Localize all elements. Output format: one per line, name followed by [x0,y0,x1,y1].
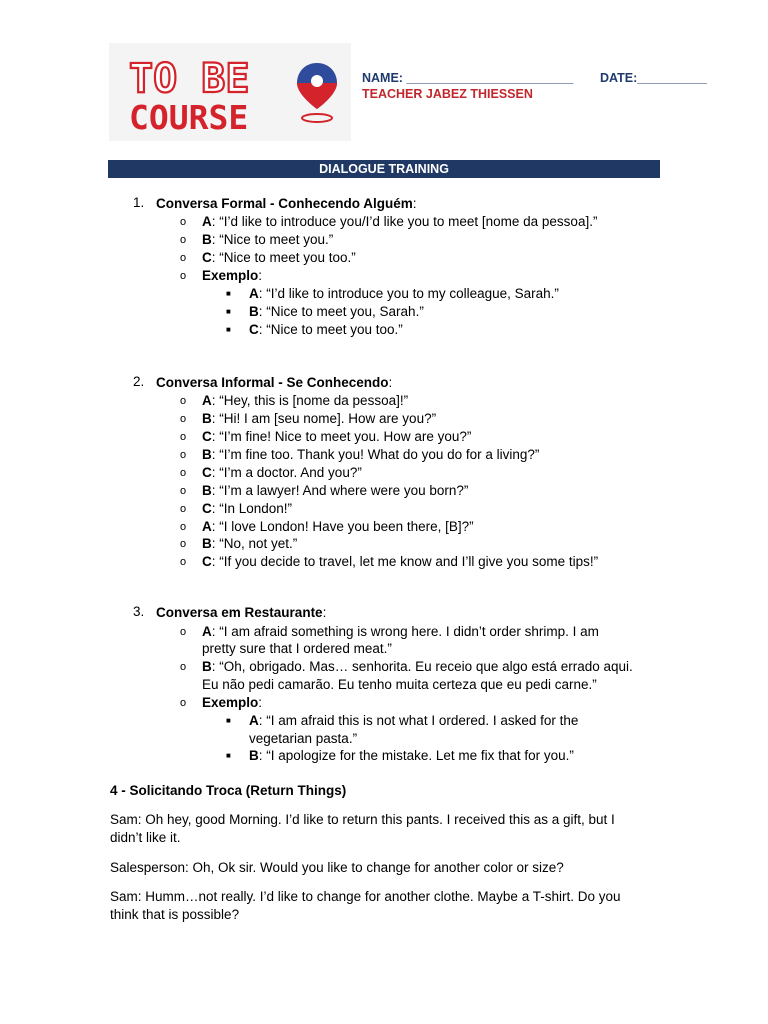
section-2-heading: Conversa Informal - Se Conhecendo: [156,375,393,390]
list-item: A: “I am afraid this is not what I ordered. I asked for the [249,713,579,728]
bullet-circle-icon: o [180,661,187,673]
bullet-square-icon: ■ [226,325,231,334]
name-field-label: NAME: ________________________ [362,71,574,85]
bullet-circle-icon: o [180,449,187,461]
bullet-circle-icon: o [180,556,187,568]
logo-text-tobe: TO BE [129,56,250,102]
list-item: B: “Nice to meet you, Sarah.” [249,304,424,319]
bullet-circle-icon: o [180,216,187,228]
section-2-number: 2. [133,374,145,389]
section-3-number: 3. [133,604,145,619]
bullet-square-icon: ■ [226,716,231,725]
bullet-circle-icon: o [180,697,187,709]
bullet-circle-icon: o [180,252,187,264]
bullet-circle-icon: o [180,521,187,533]
list-item: B: “I’m a lawyer! And where were you born?” [202,483,469,498]
location-pin-icon [297,63,337,122]
section-3-heading: Conversa em Restaurante: [156,605,327,620]
dialogue-paragraph-continuation: think that is possible? [110,907,240,922]
list-item: A: “I am afraid something is wrong here. I didn’t order shrimp. I am [202,624,599,639]
list-item: A: “I’d like to introduce you/I’d like you to meet [nome da pessoa].” [202,214,598,229]
list-item-continuation: pretty sure that I ordered meat.” [202,641,392,656]
section-4-heading: 4 - Solicitando Troca (Return Things) [110,783,347,798]
bullet-square-icon: ■ [226,307,231,316]
list-item: A: “I’d like to introduce you to my colleague, Sarah.” [249,286,559,301]
section-1-heading: Conversa Formal - Conhecendo Alguém: [156,196,417,211]
bullet-circle-icon: o [180,270,187,282]
dialogue-paragraph: Salesperson: Oh, Ok sir. Would you like to change for another color or size? [110,860,564,875]
list-item-continuation: vegetarian pasta.” [249,731,358,746]
dialogue-paragraph: Sam: Humm…not really. I’d like to change for another clothe. Maybe a T-shirt. Do you [110,889,621,904]
bullet-circle-icon: o [180,626,187,638]
list-item: Exemplo: [202,695,263,710]
list-item: C: “I’m a doctor. And you?” [202,465,362,480]
bullet-circle-icon: o [180,431,187,443]
page-title: DIALOGUE TRAINING [108,160,660,178]
list-item: B: “Hi! I am [seu nome]. How are you?” [202,411,437,426]
bullet-circle-icon: o [180,503,187,515]
date-field-label: DATE:__________ [600,71,707,85]
list-item: Exemplo: [202,268,263,283]
section-1-number: 1. [133,195,145,210]
teacher-name: TEACHER JABEZ THIESSEN [362,87,533,101]
list-item: B: “I apologize for the mistake. Let me fix that for you.” [249,748,574,763]
list-item: B: “Nice to meet you.” [202,232,334,247]
list-item: C: “Nice to meet you too.” [202,250,356,265]
list-item: A: “Hey, this is [nome da pessoa]!” [202,393,409,408]
logo-text-course: COURSE [129,98,249,137]
list-item: C: “Nice to meet you too.” [249,322,403,337]
bullet-circle-icon: o [180,234,187,246]
list-item: C: “I’m fine! Nice to meet you. How are you?” [202,429,472,444]
list-item-continuation: Eu não pedi camarão. Eu tenho muita certeza que eu pedi carne.” [202,677,597,692]
bullet-circle-icon: o [180,485,187,497]
list-item: B: “Oh, obrigado. Mas… senhorita. Eu receio que algo está errado aqui. [202,659,633,674]
bullet-square-icon: ■ [226,751,231,760]
bullet-circle-icon: o [180,413,187,425]
bullet-square-icon: ■ [226,289,231,298]
dialogue-paragraph-continuation: didn’t like it. [110,830,181,845]
list-item: C: “If you decide to travel, let me know and I’ll give you some tips!” [202,554,599,569]
bullet-circle-icon: o [180,467,187,479]
list-item: C: “In London!” [202,501,293,516]
list-item: B: “I’m fine too. Thank you! What do you do for a living?” [202,447,540,462]
bullet-circle-icon: o [180,395,187,407]
list-item: B: “No, not yet.” [202,536,298,551]
dialogue-paragraph: Sam: Oh hey, good Morning. I’d like to return this pants. I received this as a gift, but I [110,812,615,827]
list-item: A: “I love London! Have you been there, [B]?” [202,519,474,534]
bullet-circle-icon: o [180,538,187,550]
course-logo [109,43,351,141]
